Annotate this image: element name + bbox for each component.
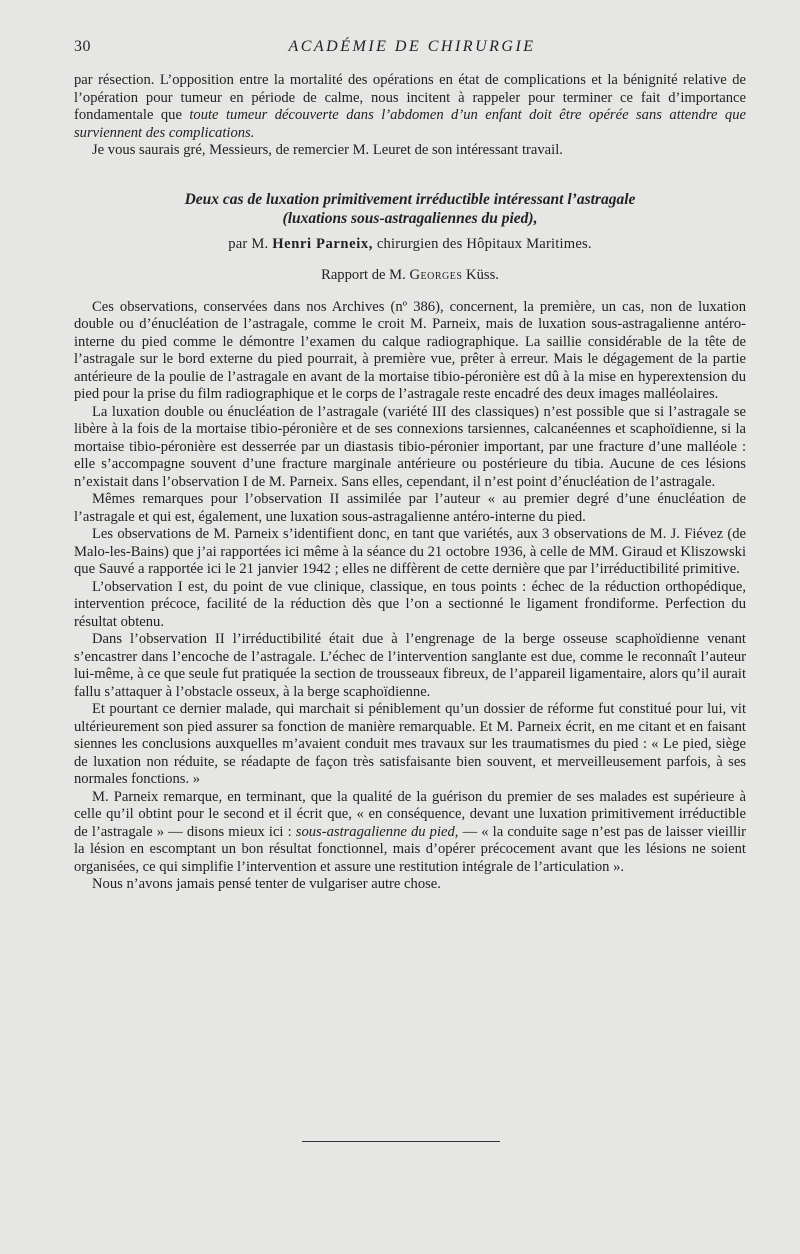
author-affiliation: chirurgien des Hôpitaux Maritimes.	[373, 235, 592, 252]
author-name: Henri Parneix,	[272, 235, 374, 252]
report-attribution	[74, 267, 746, 285]
paragraph-8-emphasis: sous-astragalienne du pied,	[295, 823, 459, 840]
end-rule	[302, 1141, 500, 1142]
body-paragraph-7: Et pourtant ce dernier malade, qui marchait si péniblement qu’un dossier de réforme fut constitué pour lui, vit ultérieurement son pied assurer sa fonction de manière remarquable. Et M. Parneix écrit, en me citant et en faisant siennes les conclusions auxquelles m’avaient conduit mes travaux sur les traumatismes du pied : « Le pied, siège de luxation non réduite, se réadapte de façon très satisfaisante bien souvent, et merveilleusement parfois, à ses normales fonctions. »	[74, 701, 746, 787]
article-byline	[74, 236, 746, 254]
conclusion-emphasis: toute tumeur découverte dans l’abdomen d’un enfant doit être opérée sans attendre que surviennent des complications.	[74, 107, 746, 141]
paragraph-8-lead: M. Parneix remarque, en terminant, que la qualité de la guérison du premier de ses malades est supérieure à celle qu’il obtint pour le second et il écrit que, « en conséquence, devant une luxation primitivement irréductible de l’astragale » — disons mieux ici :	[74, 788, 746, 840]
report-prefix: Rapport de M.	[321, 267, 410, 283]
previous-article-conclusion	[74, 72, 746, 142]
article-title-line-2: (luxations sous-astragaliennes du pied),	[282, 209, 538, 227]
byline-prefix: par M.	[228, 235, 273, 252]
page-header	[74, 38, 750, 62]
page-number: 30	[74, 38, 91, 55]
running-title: ACADÉMIE DE CHIRURGIE	[288, 38, 536, 55]
body-paragraph-5: L’observation I est, du point de vue clinique, classique, en tous points : échec de la réduction orthopédique, intervention précoce, facilité de la réduction dès que l’on a sectionné le ligament frondiforme. Perfection du résultat obtenu.	[74, 578, 746, 630]
page-body	[74, 72, 746, 894]
body-paragraph-3: Mêmes remarques pour l’observation II assimilée par l’auteur « au premier degré d’une énucléation de l’astragale et qui est, également, une luxation sous-astragalienne antéro-interne du pied.	[74, 491, 746, 525]
body-paragraph-1: Ces observations, conservées dans nos Archives (nº 386), concernent, la première, un cas, non de luxation double ou d’énucléation de l’astragale, comme le croit M. Parneix, mais de luxation sous-astragalienne antéro-interne du pied comme le démontre l’examen du calque radiographique. La saillie considérable de la tête de l’astragale sur le bord externe du pied pourrait, à première vue, prêter à erreur. Mais le dégagement de la partie antérieure de la poulie de l’astragale en avant de la mortaise tibio-péronière est dû à la mise en hyperextension du pied pour la prise du film radiographique et le corps de l’astragale reste encadré des deux images malléolaires.	[74, 298, 746, 402]
article-title-line-1: Deux cas de luxation primitivement irréductible intéressant l’astragale	[184, 190, 636, 208]
body-paragraph-8	[74, 789, 746, 877]
thanks-paragraph: Je vous saurais gré, Messieurs, de remercier M. Leuret de son intéressant travail.	[92, 142, 563, 158]
article-title	[74, 190, 746, 228]
reporter-last-name: Küss.	[462, 267, 499, 283]
body-paragraph-9: Nous n’avons jamais pensé tenter de vulgariser autre chose.	[92, 876, 441, 892]
body-paragraph-2: La luxation double ou énucléation de l’astragale (variété III des classiques) n’est possible que si l’astragale se libère à la fois de la mortaise tibio-péronière et de ses connexions tarsiennes, calcanéennes et scaphoïdienne, si la mortaise tibio-péronière est desserrée par un diastasis tibio-péronier important, par une fracture d’une malléole : elle s’accompagne souvent d’une fracture marginale antérieure ou postérieure du tibia. Aucune de ces lésions n’existait dans l’observation I de M. Parneix. Sans elles, cependant, il n’est point d’énucléation de l’astragale.	[74, 403, 746, 490]
conclusion-text: par résection. L’opposition entre la mortalité des opérations en état de complications et la bénignité relative de l’opération pour tumeur en période de calme, nous incitent à rappeler pour terminer ce fait d’importance fondamentale que	[74, 72, 746, 123]
body-paragraph-4: Les observations de M. Parneix s’identifient donc, en tant que variétés, aux 3 observations de M. J. Fiévez (de Malo-les-Bains) que j’ai rapportées ici même à la séance du 21 octobre 1936, à celle de MM. Giraud et Kliszowski que Sauvé a rapportée ici le 21 janvier 1942 ; elles ne diffèrent de cette dernière que par l’irréductibilité primitive.	[74, 526, 746, 577]
body-paragraph-6: Dans l’observation II l’irréductibilité était due à l’engrenage de la berge osseuse scaphoïdienne venant s’encastrer dans l’encoche de l’astragale. L’échec de l’intervention sanglante est due, comme le reconnaît l’auteur lui-même, à ce que seule fut pratiquée la section de trousseaux fibreux, de l’appareil ligamentaire, alors qu’il aurait fallu s’attaquer à l’obstacle osseux, à la berge scaphoïdienne.	[74, 631, 746, 700]
paragraph-8-tail: — « la conduite sage n’est pas de laisser vieillir la lésion en escomptant un bon résultat fonctionnel, mais d’opérer précocement avant que les lésions ne soient organisées, ce qui simplifie l’intervention et assure une restitution intégrale de l’articulation ».	[74, 823, 746, 875]
reporter-first-name: Georges	[409, 267, 463, 283]
